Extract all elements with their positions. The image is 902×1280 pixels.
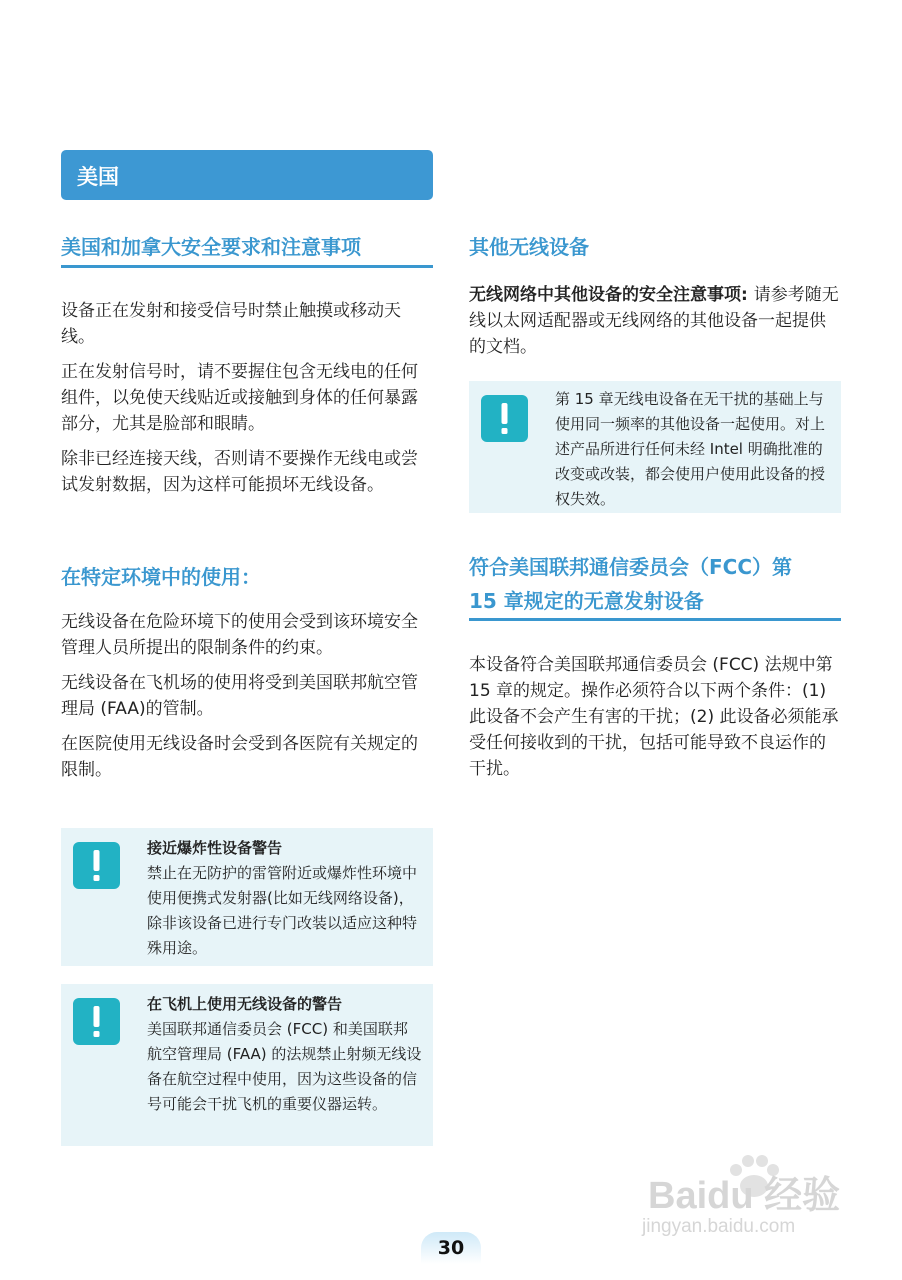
bold-lead: 无线网络中其他设备的安全注意事项: [469, 285, 754, 305]
note-part15-info [469, 381, 841, 513]
warning-icon [73, 842, 120, 889]
section-title: 美国 [77, 165, 119, 189]
safety-paragraphs [61, 298, 433, 498]
watermark-url: jingyan.baidu.com [642, 1216, 796, 1237]
note-title: 接近爆炸性设备警告 [147, 839, 283, 857]
heading-specific-environments: 在特定环境中的使用： [61, 565, 261, 589]
baidu-watermark [642, 1150, 847, 1245]
heading-safety-requirements: 美国和加拿大安全要求和注意事项 [61, 235, 361, 259]
paragraph: 本设备符合美国联邦通信委员会 (FCC) 法规中第 15 章的规定。操作必须符合以下两个条件：(1) 此设备不会产生有害的干扰；(2) 此设备必须能承受任何接收到的干扰，包括可能导致不良运作的干扰。 [469, 655, 839, 779]
paragraph: 设备正在发射和接受信号时禁止触摸或移动天线。 [61, 301, 401, 347]
note-title: 在飞机上使用无线设备的警告 [147, 995, 343, 1013]
paragraph-text: 请参考随无线以太网适配器或无线网络的其他设备一起提供的文档。 [469, 285, 839, 357]
heading-rule [469, 618, 841, 621]
heading-fcc-part15 [469, 550, 849, 618]
paragraph: 无线设备在危险环境下的使用会受到该环境安全管理人员所提出的限制条件的约束。 [61, 612, 418, 658]
page-number-text: 30 [437, 1237, 465, 1259]
paragraph: 在医院使用无线设备时会受到各医院有关规定的限制。 [61, 734, 418, 780]
paragraph: 除非已经连接天线，否则请不要操作无线电或尝试发射数据，因为这样可能损坏无线设备。 [61, 449, 418, 495]
warning-icon [73, 998, 120, 1045]
other-devices-paragraph [469, 282, 841, 360]
heading-line: 15 章规定的无意发射设备 [469, 589, 704, 613]
heading-line: 符合美国联邦通信委员会（FCC）第 [469, 555, 793, 579]
page-number [421, 1232, 481, 1264]
watermark-logo: Baidu 经验 [648, 1175, 841, 1217]
heading-rule [61, 265, 433, 268]
environment-paragraphs [61, 609, 433, 783]
section-banner [61, 150, 433, 200]
fcc-paragraph [469, 652, 841, 782]
heading-other-wireless: 其他无线设备 [469, 235, 589, 259]
paragraph: 正在发射信号时，请不要握住包含无线电的任何组件，以免使天线贴近或接触到身体的任何暴露部分，尤其是脸部和眼睛。 [61, 362, 418, 434]
note-explosive-warning [61, 828, 433, 966]
note-body: 美国联邦通信委员会 (FCC) 和美国联邦航空管理局 (FAA) 的法规禁止射频无线设备在航空过程中使用，因为这些设备的信号可能会干扰飞机的重要仪器运转。 [147, 1020, 422, 1113]
note-body: 禁止在无防护的雷管附近或爆炸性环境中使用便携式发射器(比如无线网络设备)，除非该设备已进行专门改装以适应这种特殊用途。 [147, 864, 418, 957]
note-aircraft-warning [61, 984, 433, 1146]
warning-icon [481, 395, 528, 442]
paragraph: 无线设备在飞机场的使用将受到美国联邦航空管理局 (FAA)的管制。 [61, 673, 418, 719]
note-body: 第 15 章无线电设备在无干扰的基础上与使用同一频率的其他设备一起使用。对上述产品所进行任何未经 Intel 明确批准的改变或改装，都会使用户使用此设备的授权失效。 [555, 390, 826, 508]
